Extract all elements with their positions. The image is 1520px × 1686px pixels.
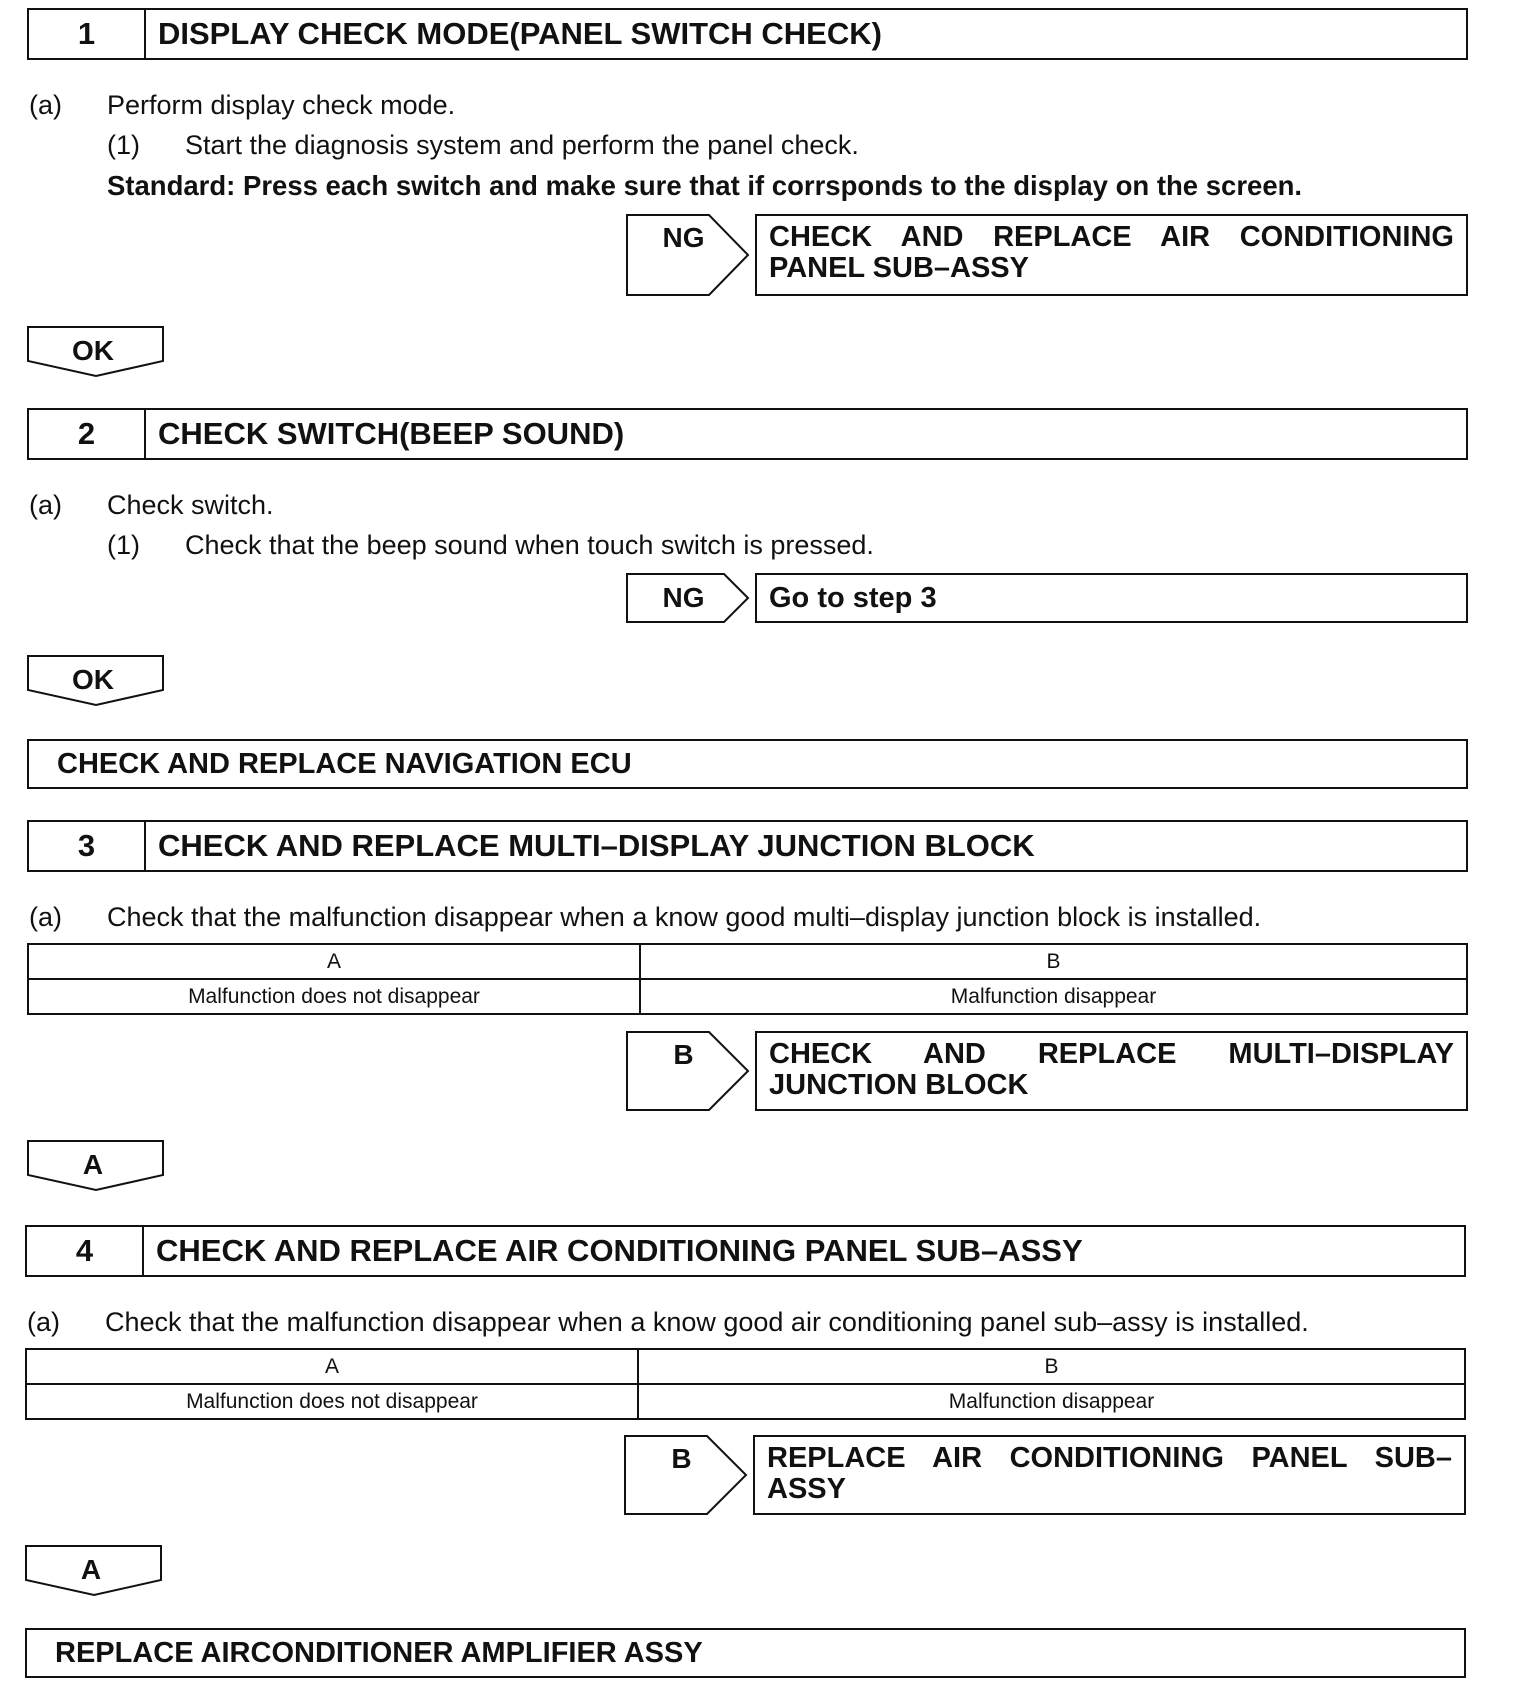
- ng-action-box: CHECK AND REPLACE AIR CONDITIONING PANEL SUB–ASSY: [755, 214, 1468, 296]
- step-1-header: [27, 8, 1468, 60]
- ok-tag-label: OK: [72, 335, 114, 366]
- end-action-box: CHECK AND REPLACE NAVIGATION ECU: [27, 739, 1468, 789]
- item-text: Check switch.: [107, 490, 274, 520]
- sub-item-label: (1): [107, 530, 140, 560]
- step-number: 4: [27, 1227, 144, 1275]
- item-label: (a): [29, 490, 62, 520]
- table-header-a: A: [26, 1349, 638, 1384]
- table-header-b: B: [640, 944, 1467, 979]
- step-number: 3: [29, 822, 146, 870]
- item-text: Check that the malfunction disappear when a know good air conditioning panel sub–assy is installed.: [105, 1307, 1309, 1337]
- step-2-header: [27, 408, 1468, 460]
- table-cell-b: Malfunction disappear: [638, 1384, 1465, 1419]
- step-4-header: [25, 1225, 1466, 1277]
- step-title: CHECK SWITCH(BEEP SOUND): [158, 416, 625, 451]
- item-label: (a): [29, 902, 62, 932]
- step-number: 2: [29, 410, 146, 458]
- result-table: [27, 943, 1468, 1015]
- table-row: [26, 1384, 1465, 1419]
- sub-item-text: Start the diagnosis system and perform the panel check.: [185, 130, 859, 160]
- ok-tag-label: OK: [72, 664, 114, 695]
- b-action-box: REPLACE AIR CONDITIONING PANEL SUB–ASSY: [753, 1435, 1466, 1515]
- a-tag-label: A: [80, 1554, 102, 1585]
- standard-text: Standard: Press each switch and make sure that if corrsponds to the display on the screen.: [107, 170, 1303, 201]
- step-title: CHECK AND REPLACE AIR CONDITIONING PANEL SUB–ASSY: [156, 1233, 1083, 1268]
- step-3-header: [27, 820, 1468, 872]
- sub-item-text: Check that the beep sound when touch switch is pressed.: [185, 530, 874, 560]
- step-title: DISPLAY CHECK MODE(PANEL SWITCH CHECK): [158, 16, 882, 51]
- table-header-a: A: [28, 944, 640, 979]
- table-row: [28, 944, 1467, 979]
- ng-action-box: Go to step 3: [755, 573, 1468, 623]
- item-label: (a): [29, 90, 62, 120]
- a-tag-label: A: [82, 1149, 104, 1180]
- table-header-b: B: [638, 1349, 1465, 1384]
- table-cell-a: Malfunction does not disappear: [26, 1384, 638, 1419]
- table-row: [26, 1349, 1465, 1384]
- table-row: [28, 979, 1467, 1014]
- sub-item-label: (1): [107, 130, 140, 160]
- end-action-box: REPLACE AIRCONDITIONER AMPLIFIER ASSY: [25, 1628, 1466, 1678]
- result-table: [25, 1348, 1466, 1420]
- b-tag-label: B: [673, 1039, 694, 1070]
- step-title: CHECK AND REPLACE MULTI–DISPLAY JUNCTION BLOCK: [158, 828, 1035, 863]
- item-label: (a): [27, 1307, 60, 1337]
- ng-tag-label: NG: [662, 222, 705, 253]
- ng-tag-label: NG: [662, 582, 705, 613]
- item-text: Check that the malfunction disappear when a know good multi–display junction block is installed.: [107, 902, 1262, 932]
- table-cell-a: Malfunction does not disappear: [28, 979, 640, 1014]
- b-action-box: CHECK AND REPLACE MULTI–DISPLAY JUNCTION BLOCK: [755, 1031, 1468, 1111]
- b-tag-label: B: [671, 1443, 692, 1474]
- step-number: 1: [29, 10, 146, 58]
- item-text: Perform display check mode.: [107, 90, 456, 120]
- table-cell-b: Malfunction disappear: [640, 979, 1467, 1014]
